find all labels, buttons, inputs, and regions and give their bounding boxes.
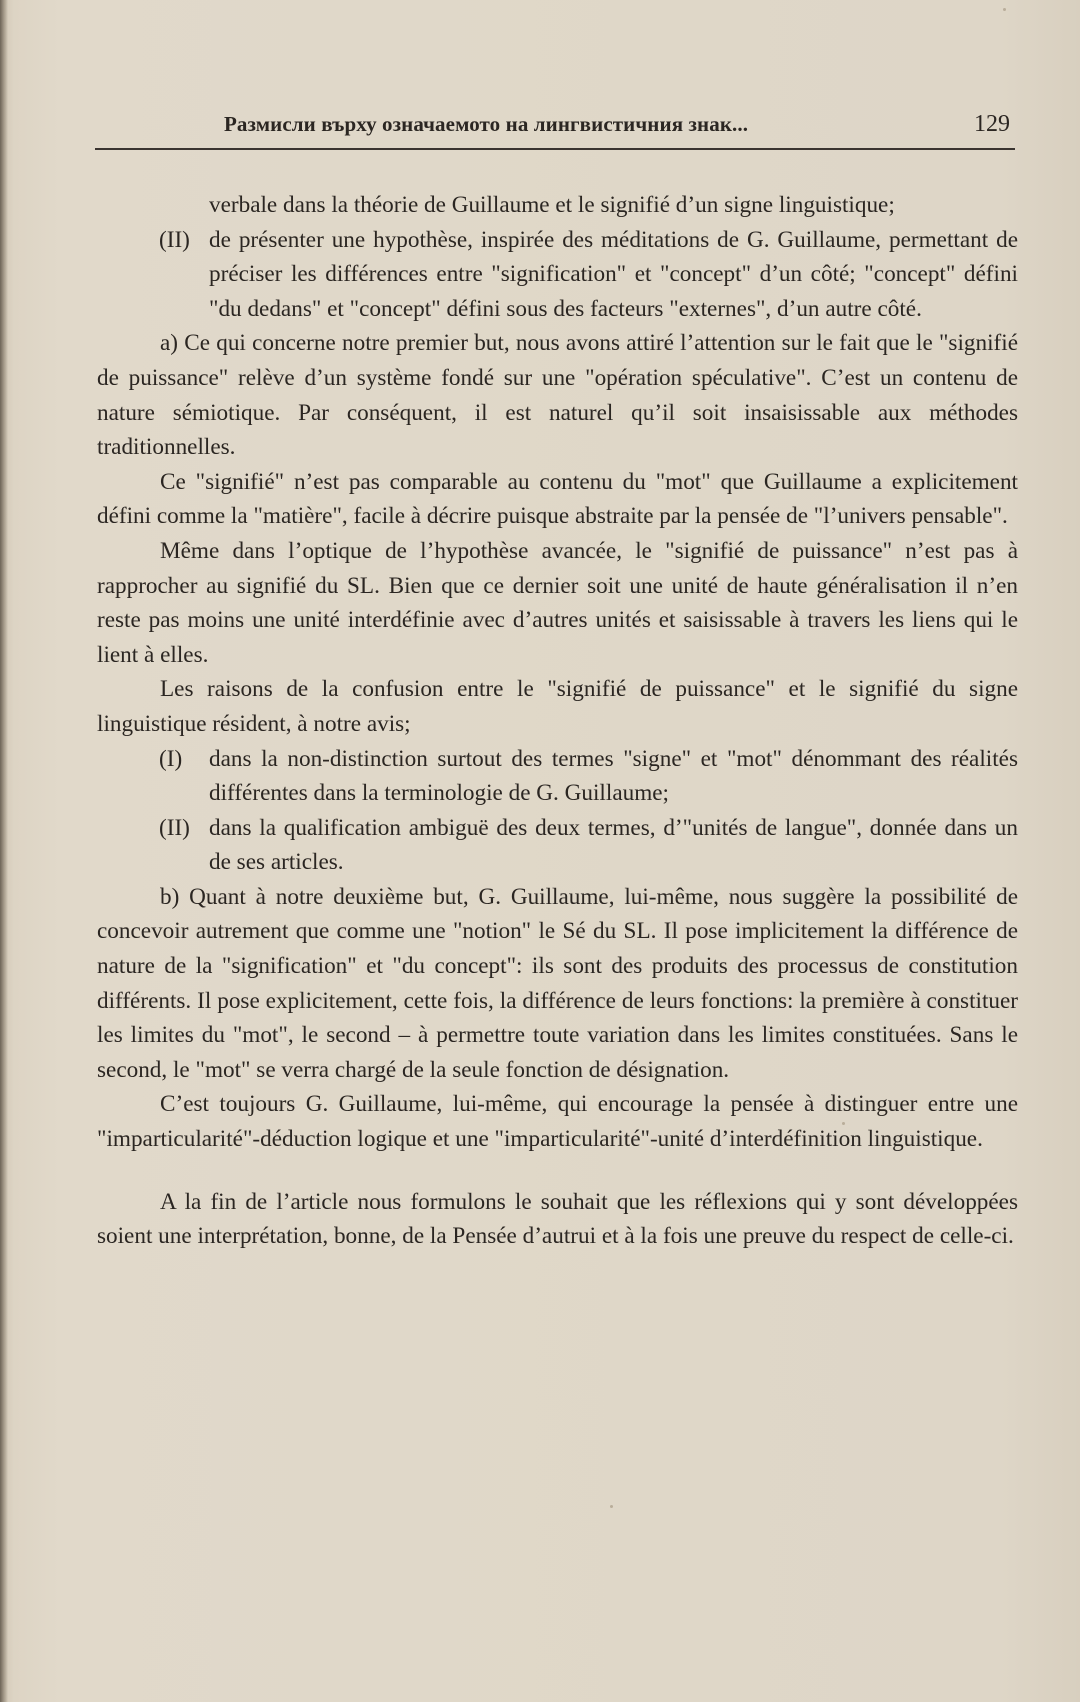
list-item-ii-aims [97, 223, 1018, 327]
paper-speck [842, 1122, 845, 1125]
running-header-title: Размисли върху означаемото на лингвистичния знак... [224, 112, 749, 136]
paragraph-cest: C’est toujours G. Guillaume, lui-même, qui encourage la pensée à distinguer entre une "imparticularité"-déduction logique et une "imparticularité"-unité d’interdéfinition linguistique. [97, 1091, 1018, 1153]
paragraph-spacer [97, 1157, 1018, 1185]
list-item-i-reasons [97, 742, 1018, 811]
paragraph-b: b) Quant à notre deuxième but, G. Guillaume, lui-même, nous suggère la possibilité de concevoir autrement que comme une "notion" le Sé du SL. Il pose implicitement la différence de nature de la "signification" et "du concept": ils sont des produits des processus de constitution différents. Il pose explicitement, cette fois, la différence de leurs fonctions: la première à constituer les limites du "mot", le second – à permettre toute variation dans les limites constituées. Sans le second, le "mot" se verra chargé de la seule fonction de désignation. [97, 883, 1018, 1083]
list-item-label: (II) [159, 226, 190, 253]
article-body [97, 188, 1018, 1254]
paper-speck [610, 1505, 613, 1508]
paper-speck [1003, 8, 1006, 11]
paragraph-meme: Même dans l’optique de l’hypothèse avancée, le "signifié de puissance" n’est pas à rapprocher au signifié du SL. Bien que ce dernier soit une unité de haute généralisation il n’en reste pas moins une unité interdéfinie avec d’autres unités et saisissable à travers les liens qui le lient à elles. [97, 537, 1018, 668]
list-item-text: dans la qualification ambiguë des deux termes, d’"unités de langue", donnée dans un de ses articles. [209, 814, 1018, 876]
paragraph-raisons: Les raisons de la confusion entre le "signifié de puissance" et le signifié du signe linguistique résident, à notre avis; [97, 676, 1018, 737]
list-item-text: de présenter une hypothèse, inspirée des méditations de G. Guillaume, permettant de préciser les différences entre "signification" et "concept" d’un côté; "concept" défini "du dedans" et "concept" défini sous des facteurs "externes", d’un autre côté. [209, 226, 1018, 322]
paragraph-final: A la fin de l’article nous formulons le souhait que les réflexions qui y sont développées soient une interprétation, bonne, de la Pensée d’autrui et à la fois une preuve du respect de celle-ci. [97, 1188, 1018, 1250]
header-rule [95, 148, 1015, 150]
paragraph-ce-signifie: Ce "signifié" n’est pas comparable au contenu du "mot" que Guillaume a explicitement défini comme la "matière", facile à décrire puisque abstraite par la pensée de "l’univers pensable". [97, 468, 1018, 530]
page-number: 129 [974, 111, 1010, 137]
page-binding-shadow [0, 0, 8, 1702]
continuation-line: verbale dans la théorie de Guillaume et le signifié d’un signe linguistique; [209, 192, 895, 218]
list-item-label: (I) [159, 745, 183, 772]
paragraph-a: a) Ce qui concerne notre premier but, nous avons attiré l’attention sur le fait que le "signifié de puissance" relève d’un système fondé sur une "opération spéculative". C’est un contenu de nature sémiotique. Par conséquent, il est naturel qu’il soit insaisissable aux méthodes traditionnelles. [97, 330, 1018, 461]
list-item-text: dans la non-distinction surtout des termes "signe" et "mot" dénommant des réalités différentes dans la terminologie de G. Guillaume; [209, 745, 1018, 807]
list-item-label: (II) [159, 814, 190, 841]
list-item-ii-reasons [97, 811, 1018, 880]
